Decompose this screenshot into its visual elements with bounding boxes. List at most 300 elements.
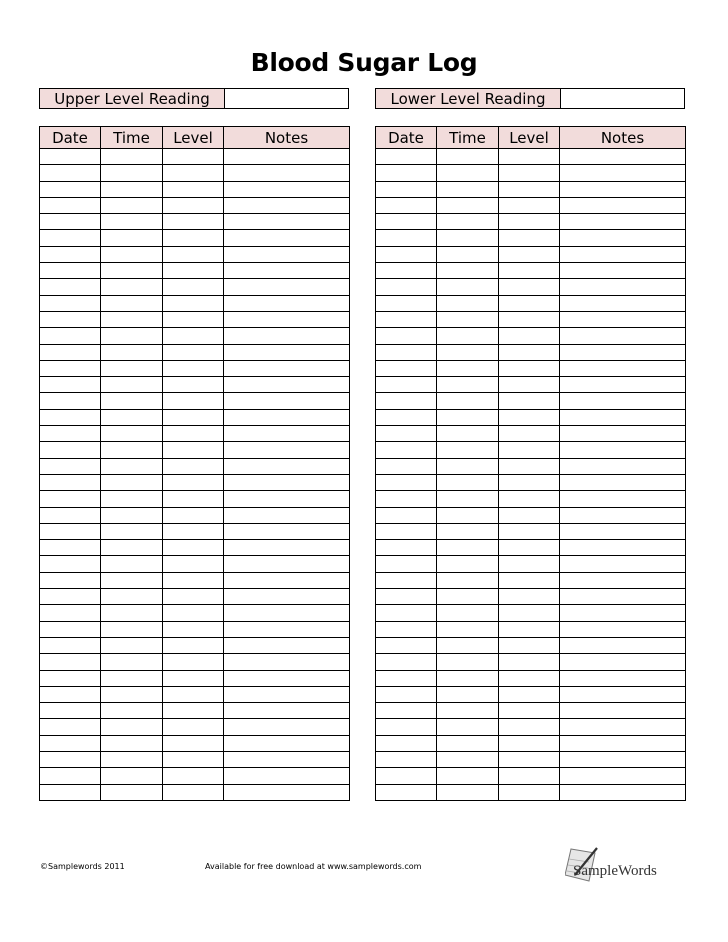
time-cell[interactable] — [101, 409, 163, 425]
notes-cell[interactable] — [224, 311, 350, 327]
notes-cell[interactable] — [224, 491, 350, 507]
notes-cell[interactable] — [560, 409, 686, 425]
time-cell[interactable] — [437, 149, 499, 165]
notes-cell[interactable] — [224, 393, 350, 409]
level-cell[interactable] — [163, 637, 224, 653]
notes-cell[interactable] — [224, 246, 350, 262]
time-cell[interactable] — [437, 703, 499, 719]
date-cell[interactable] — [376, 377, 437, 393]
notes-cell[interactable] — [224, 703, 350, 719]
notes-cell[interactable] — [224, 670, 350, 686]
time-cell[interactable] — [101, 328, 163, 344]
date-cell[interactable] — [40, 214, 101, 230]
time-cell[interactable] — [437, 214, 499, 230]
date-cell[interactable] — [376, 556, 437, 572]
level-cell[interactable] — [499, 507, 560, 523]
level-cell[interactable] — [163, 344, 224, 360]
date-cell[interactable] — [40, 491, 101, 507]
date-cell[interactable] — [376, 311, 437, 327]
level-cell[interactable] — [163, 426, 224, 442]
notes-cell[interactable] — [224, 507, 350, 523]
level-cell[interactable] — [163, 735, 224, 751]
date-cell[interactable] — [40, 295, 101, 311]
date-cell[interactable] — [376, 426, 437, 442]
time-cell[interactable] — [437, 426, 499, 442]
level-cell[interactable] — [499, 279, 560, 295]
level-cell[interactable] — [499, 295, 560, 311]
level-cell[interactable] — [163, 540, 224, 556]
date-cell[interactable] — [376, 263, 437, 279]
time-cell[interactable] — [101, 589, 163, 605]
notes-cell[interactable] — [560, 621, 686, 637]
time-cell[interactable] — [437, 735, 499, 751]
notes-cell[interactable] — [560, 491, 686, 507]
date-cell[interactable] — [40, 279, 101, 295]
time-cell[interactable] — [101, 670, 163, 686]
notes-cell[interactable] — [224, 637, 350, 653]
level-cell[interactable] — [499, 393, 560, 409]
date-cell[interactable] — [40, 556, 101, 572]
level-cell[interactable] — [163, 393, 224, 409]
level-cell[interactable] — [499, 328, 560, 344]
notes-cell[interactable] — [224, 197, 350, 213]
level-cell[interactable] — [499, 458, 560, 474]
date-cell[interactable] — [376, 654, 437, 670]
notes-cell[interactable] — [224, 360, 350, 376]
notes-cell[interactable] — [560, 735, 686, 751]
date-cell[interactable] — [376, 703, 437, 719]
date-cell[interactable] — [376, 621, 437, 637]
time-cell[interactable] — [101, 344, 163, 360]
time-cell[interactable] — [101, 474, 163, 490]
time-cell[interactable] — [101, 637, 163, 653]
level-cell[interactable] — [163, 556, 224, 572]
time-cell[interactable] — [101, 507, 163, 523]
date-cell[interactable] — [376, 735, 437, 751]
date-cell[interactable] — [40, 751, 101, 767]
level-cell[interactable] — [499, 670, 560, 686]
time-cell[interactable] — [437, 279, 499, 295]
date-cell[interactable] — [376, 393, 437, 409]
notes-cell[interactable] — [560, 442, 686, 458]
date-cell[interactable] — [376, 360, 437, 376]
level-cell[interactable] — [499, 654, 560, 670]
time-cell[interactable] — [437, 784, 499, 800]
time-cell[interactable] — [437, 360, 499, 376]
time-cell[interactable] — [101, 263, 163, 279]
date-cell[interactable] — [40, 572, 101, 588]
date-cell[interactable] — [376, 605, 437, 621]
time-cell[interactable] — [437, 197, 499, 213]
notes-cell[interactable] — [224, 165, 350, 181]
notes-cell[interactable] — [224, 768, 350, 784]
date-cell[interactable] — [40, 523, 101, 539]
notes-cell[interactable] — [560, 197, 686, 213]
date-cell[interactable] — [376, 768, 437, 784]
time-cell[interactable] — [437, 328, 499, 344]
level-cell[interactable] — [163, 279, 224, 295]
time-cell[interactable] — [437, 768, 499, 784]
level-cell[interactable] — [163, 360, 224, 376]
date-cell[interactable] — [376, 279, 437, 295]
date-cell[interactable] — [376, 328, 437, 344]
time-cell[interactable] — [101, 360, 163, 376]
notes-cell[interactable] — [560, 719, 686, 735]
time-cell[interactable] — [437, 507, 499, 523]
notes-cell[interactable] — [224, 686, 350, 702]
level-cell[interactable] — [163, 149, 224, 165]
notes-cell[interactable] — [560, 181, 686, 197]
notes-cell[interactable] — [224, 344, 350, 360]
time-cell[interactable] — [101, 442, 163, 458]
level-cell[interactable] — [163, 784, 224, 800]
notes-cell[interactable] — [560, 165, 686, 181]
notes-cell[interactable] — [560, 360, 686, 376]
date-cell[interactable] — [40, 165, 101, 181]
date-cell[interactable] — [376, 149, 437, 165]
time-cell[interactable] — [437, 621, 499, 637]
level-cell[interactable] — [499, 426, 560, 442]
notes-cell[interactable] — [560, 637, 686, 653]
level-cell[interactable] — [499, 556, 560, 572]
time-cell[interactable] — [437, 751, 499, 767]
date-cell[interactable] — [40, 719, 101, 735]
time-cell[interactable] — [101, 540, 163, 556]
time-cell[interactable] — [437, 556, 499, 572]
level-cell[interactable] — [163, 311, 224, 327]
level-cell[interactable] — [499, 474, 560, 490]
date-cell[interactable] — [40, 197, 101, 213]
time-cell[interactable] — [437, 344, 499, 360]
level-cell[interactable] — [499, 751, 560, 767]
level-cell[interactable] — [163, 377, 224, 393]
time-cell[interactable] — [101, 751, 163, 767]
level-cell[interactable] — [499, 246, 560, 262]
notes-cell[interactable] — [560, 214, 686, 230]
notes-cell[interactable] — [224, 263, 350, 279]
level-cell[interactable] — [499, 197, 560, 213]
notes-cell[interactable] — [560, 344, 686, 360]
time-cell[interactable] — [437, 637, 499, 653]
level-cell[interactable] — [163, 686, 224, 702]
date-cell[interactable] — [376, 589, 437, 605]
level-cell[interactable] — [499, 540, 560, 556]
date-cell[interactable] — [40, 442, 101, 458]
time-cell[interactable] — [101, 605, 163, 621]
level-cell[interactable] — [499, 360, 560, 376]
date-cell[interactable] — [40, 230, 101, 246]
notes-cell[interactable] — [224, 409, 350, 425]
level-cell[interactable] — [499, 263, 560, 279]
date-cell[interactable] — [40, 328, 101, 344]
notes-cell[interactable] — [224, 784, 350, 800]
notes-cell[interactable] — [224, 751, 350, 767]
level-cell[interactable] — [499, 491, 560, 507]
level-cell[interactable] — [163, 605, 224, 621]
notes-cell[interactable] — [560, 279, 686, 295]
notes-cell[interactable] — [224, 442, 350, 458]
level-cell[interactable] — [499, 703, 560, 719]
notes-cell[interactable] — [560, 507, 686, 523]
notes-cell[interactable] — [560, 246, 686, 262]
time-cell[interactable] — [437, 670, 499, 686]
notes-cell[interactable] — [560, 703, 686, 719]
level-cell[interactable] — [163, 621, 224, 637]
date-cell[interactable] — [40, 670, 101, 686]
level-cell[interactable] — [499, 230, 560, 246]
time-cell[interactable] — [437, 230, 499, 246]
time-cell[interactable] — [101, 165, 163, 181]
level-cell[interactable] — [499, 165, 560, 181]
time-cell[interactable] — [101, 621, 163, 637]
level-cell[interactable] — [163, 572, 224, 588]
notes-cell[interactable] — [560, 605, 686, 621]
level-cell[interactable] — [499, 523, 560, 539]
level-cell[interactable] — [499, 605, 560, 621]
date-cell[interactable] — [40, 703, 101, 719]
level-cell[interactable] — [499, 621, 560, 637]
level-cell[interactable] — [499, 311, 560, 327]
date-cell[interactable] — [40, 344, 101, 360]
time-cell[interactable] — [437, 377, 499, 393]
date-cell[interactable] — [40, 589, 101, 605]
date-cell[interactable] — [376, 295, 437, 311]
time-cell[interactable] — [101, 197, 163, 213]
time-cell[interactable] — [101, 458, 163, 474]
lower-level-reading-field[interactable] — [561, 89, 684, 108]
time-cell[interactable] — [437, 540, 499, 556]
date-cell[interactable] — [376, 637, 437, 653]
notes-cell[interactable] — [224, 572, 350, 588]
date-cell[interactable] — [40, 507, 101, 523]
time-cell[interactable] — [437, 719, 499, 735]
time-cell[interactable] — [437, 474, 499, 490]
date-cell[interactable] — [376, 344, 437, 360]
date-cell[interactable] — [376, 686, 437, 702]
notes-cell[interactable] — [224, 719, 350, 735]
date-cell[interactable] — [40, 311, 101, 327]
level-cell[interactable] — [499, 768, 560, 784]
time-cell[interactable] — [101, 523, 163, 539]
level-cell[interactable] — [163, 230, 224, 246]
time-cell[interactable] — [101, 703, 163, 719]
date-cell[interactable] — [40, 149, 101, 165]
date-cell[interactable] — [376, 165, 437, 181]
date-cell[interactable] — [40, 474, 101, 490]
level-cell[interactable] — [163, 703, 224, 719]
notes-cell[interactable] — [560, 230, 686, 246]
level-cell[interactable] — [163, 409, 224, 425]
time-cell[interactable] — [101, 654, 163, 670]
date-cell[interactable] — [40, 784, 101, 800]
level-cell[interactable] — [499, 377, 560, 393]
notes-cell[interactable] — [224, 149, 350, 165]
time-cell[interactable] — [437, 686, 499, 702]
date-cell[interactable] — [40, 181, 101, 197]
time-cell[interactable] — [101, 246, 163, 262]
notes-cell[interactable] — [224, 605, 350, 621]
notes-cell[interactable] — [560, 572, 686, 588]
notes-cell[interactable] — [224, 556, 350, 572]
date-cell[interactable] — [40, 246, 101, 262]
level-cell[interactable] — [163, 165, 224, 181]
date-cell[interactable] — [40, 768, 101, 784]
level-cell[interactable] — [499, 442, 560, 458]
time-cell[interactable] — [101, 295, 163, 311]
date-cell[interactable] — [376, 507, 437, 523]
time-cell[interactable] — [437, 523, 499, 539]
date-cell[interactable] — [376, 751, 437, 767]
level-cell[interactable] — [163, 328, 224, 344]
date-cell[interactable] — [40, 426, 101, 442]
notes-cell[interactable] — [560, 686, 686, 702]
level-cell[interactable] — [163, 246, 224, 262]
level-cell[interactable] — [163, 197, 224, 213]
notes-cell[interactable] — [224, 295, 350, 311]
notes-cell[interactable] — [224, 589, 350, 605]
level-cell[interactable] — [163, 670, 224, 686]
time-cell[interactable] — [101, 784, 163, 800]
notes-cell[interactable] — [560, 149, 686, 165]
notes-cell[interactable] — [224, 328, 350, 344]
time-cell[interactable] — [437, 605, 499, 621]
level-cell[interactable] — [499, 719, 560, 735]
upper-level-reading-field[interactable] — [225, 89, 348, 108]
level-cell[interactable] — [163, 589, 224, 605]
time-cell[interactable] — [437, 572, 499, 588]
notes-cell[interactable] — [560, 768, 686, 784]
time-cell[interactable] — [101, 149, 163, 165]
notes-cell[interactable] — [560, 784, 686, 800]
date-cell[interactable] — [40, 735, 101, 751]
date-cell[interactable] — [376, 214, 437, 230]
time-cell[interactable] — [437, 409, 499, 425]
level-cell[interactable] — [163, 719, 224, 735]
date-cell[interactable] — [40, 393, 101, 409]
time-cell[interactable] — [437, 246, 499, 262]
date-cell[interactable] — [376, 474, 437, 490]
date-cell[interactable] — [376, 491, 437, 507]
notes-cell[interactable] — [560, 311, 686, 327]
time-cell[interactable] — [101, 377, 163, 393]
level-cell[interactable] — [499, 784, 560, 800]
notes-cell[interactable] — [224, 214, 350, 230]
date-cell[interactable] — [40, 605, 101, 621]
time-cell[interactable] — [437, 589, 499, 605]
notes-cell[interactable] — [224, 377, 350, 393]
notes-cell[interactable] — [560, 523, 686, 539]
time-cell[interactable] — [437, 654, 499, 670]
level-cell[interactable] — [163, 474, 224, 490]
date-cell[interactable] — [40, 263, 101, 279]
level-cell[interactable] — [499, 214, 560, 230]
level-cell[interactable] — [163, 523, 224, 539]
date-cell[interactable] — [40, 621, 101, 637]
date-cell[interactable] — [376, 670, 437, 686]
time-cell[interactable] — [101, 572, 163, 588]
notes-cell[interactable] — [224, 181, 350, 197]
notes-cell[interactable] — [224, 621, 350, 637]
time-cell[interactable] — [437, 311, 499, 327]
level-cell[interactable] — [499, 686, 560, 702]
date-cell[interactable] — [376, 409, 437, 425]
level-cell[interactable] — [499, 181, 560, 197]
notes-cell[interactable] — [560, 377, 686, 393]
time-cell[interactable] — [101, 214, 163, 230]
time-cell[interactable] — [101, 311, 163, 327]
notes-cell[interactable] — [560, 328, 686, 344]
level-cell[interactable] — [163, 491, 224, 507]
time-cell[interactable] — [101, 768, 163, 784]
date-cell[interactable] — [40, 637, 101, 653]
notes-cell[interactable] — [560, 393, 686, 409]
date-cell[interactable] — [376, 523, 437, 539]
notes-cell[interactable] — [224, 230, 350, 246]
notes-cell[interactable] — [224, 426, 350, 442]
time-cell[interactable] — [101, 735, 163, 751]
time-cell[interactable] — [437, 458, 499, 474]
level-cell[interactable] — [163, 442, 224, 458]
time-cell[interactable] — [437, 295, 499, 311]
date-cell[interactable] — [40, 409, 101, 425]
notes-cell[interactable] — [224, 474, 350, 490]
time-cell[interactable] — [101, 686, 163, 702]
date-cell[interactable] — [40, 686, 101, 702]
date-cell[interactable] — [40, 458, 101, 474]
level-cell[interactable] — [163, 263, 224, 279]
level-cell[interactable] — [163, 214, 224, 230]
notes-cell[interactable] — [560, 670, 686, 686]
level-cell[interactable] — [499, 572, 560, 588]
time-cell[interactable] — [437, 393, 499, 409]
time-cell[interactable] — [437, 165, 499, 181]
level-cell[interactable] — [163, 507, 224, 523]
level-cell[interactable] — [163, 654, 224, 670]
level-cell[interactable] — [163, 768, 224, 784]
date-cell[interactable] — [376, 442, 437, 458]
date-cell[interactable] — [40, 377, 101, 393]
notes-cell[interactable] — [560, 751, 686, 767]
level-cell[interactable] — [163, 751, 224, 767]
level-cell[interactable] — [163, 295, 224, 311]
level-cell[interactable] — [499, 149, 560, 165]
notes-cell[interactable] — [560, 540, 686, 556]
level-cell[interactable] — [499, 637, 560, 653]
notes-cell[interactable] — [224, 458, 350, 474]
notes-cell[interactable] — [560, 458, 686, 474]
notes-cell[interactable] — [560, 295, 686, 311]
date-cell[interactable] — [40, 654, 101, 670]
date-cell[interactable] — [376, 246, 437, 262]
level-cell[interactable] — [499, 735, 560, 751]
notes-cell[interactable] — [560, 263, 686, 279]
notes-cell[interactable] — [560, 426, 686, 442]
time-cell[interactable] — [101, 719, 163, 735]
notes-cell[interactable] — [560, 654, 686, 670]
date-cell[interactable] — [376, 572, 437, 588]
time-cell[interactable] — [437, 442, 499, 458]
time-cell[interactable] — [101, 230, 163, 246]
level-cell[interactable] — [499, 409, 560, 425]
time-cell[interactable] — [437, 491, 499, 507]
time-cell[interactable] — [101, 279, 163, 295]
level-cell[interactable] — [163, 181, 224, 197]
notes-cell[interactable] — [224, 735, 350, 751]
notes-cell[interactable] — [224, 279, 350, 295]
notes-cell[interactable] — [224, 540, 350, 556]
date-cell[interactable] — [376, 458, 437, 474]
date-cell[interactable] — [376, 784, 437, 800]
